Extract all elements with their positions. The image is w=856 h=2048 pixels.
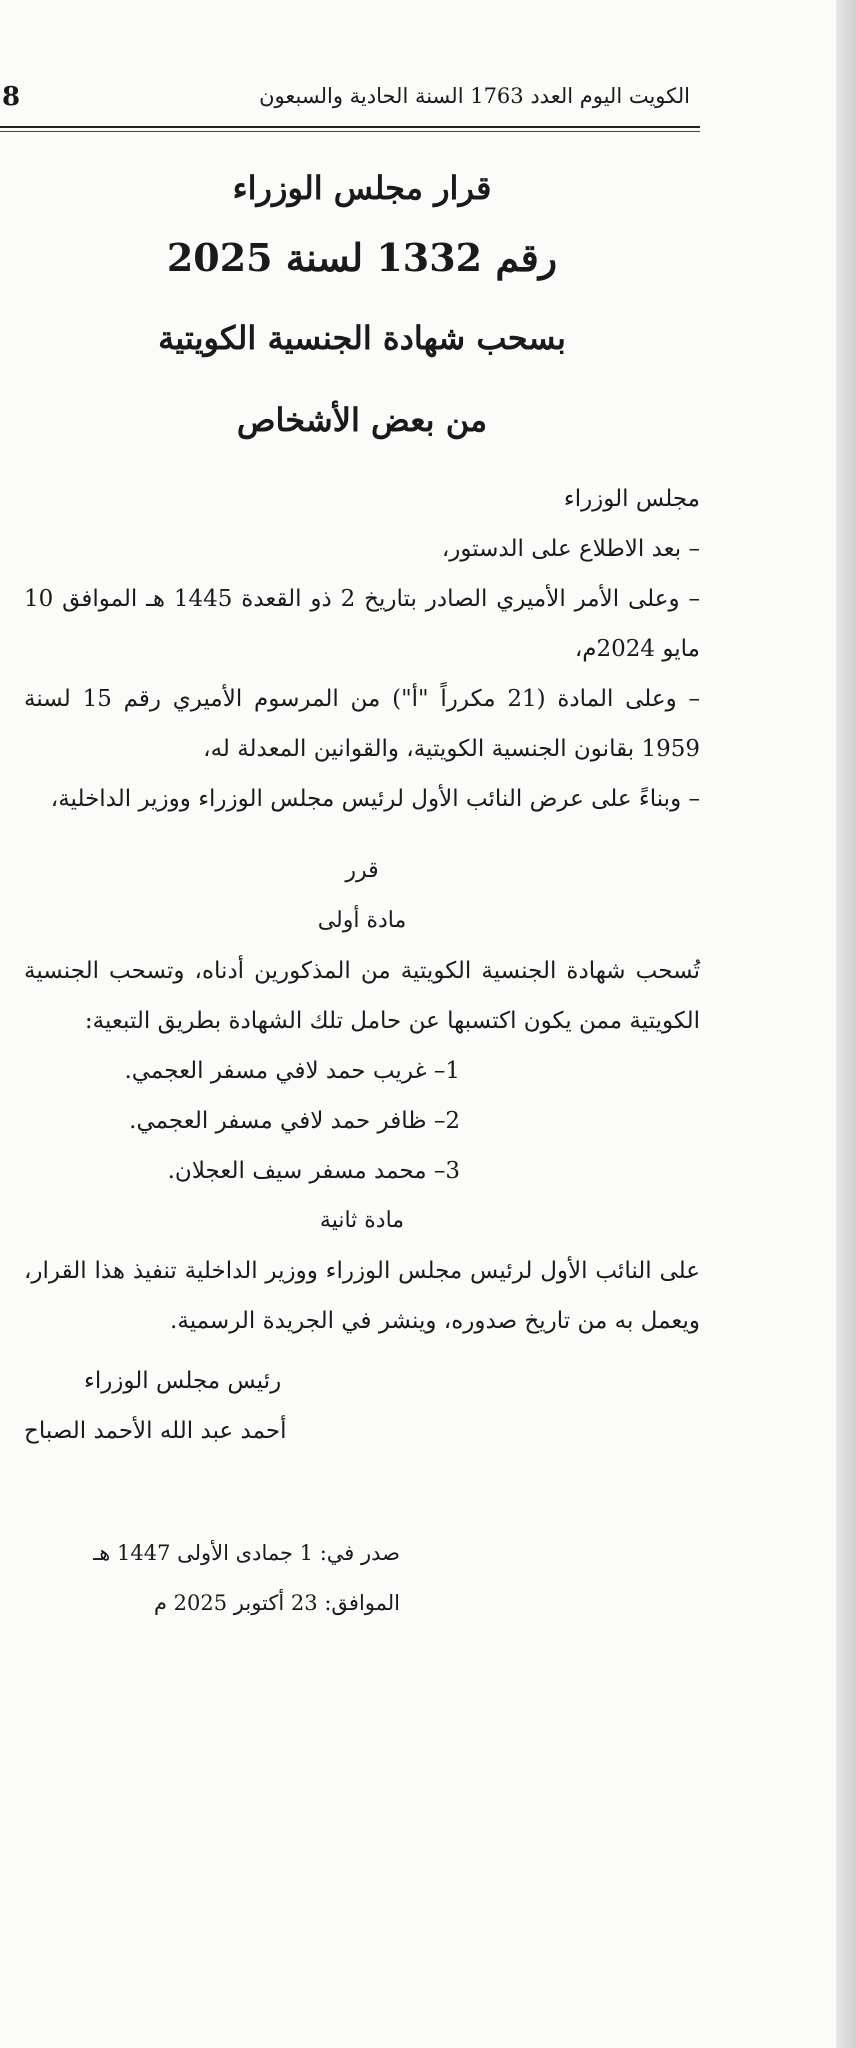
signatory-title: رئيس مجلس الوزراء [84,1368,282,1394]
list-item: 2– ظافر حمد لافي مسفر العجمي. [129,1108,460,1134]
decided-heading: قرر [345,858,379,883]
preamble-item: – بعد الاطلاع على الدستور، [441,536,700,562]
article-2-text: على النائب الأول لرئيس مجلس الوزراء ووزير الداخلية تنفيذ هذا القرار، ويعمل به من تاريخ صدوره، وينشر في الجريدة الرسمية. [24,1258,700,1334]
preamble-item: – وعلى المادة (21 مكرراً "أ") من المرسوم الأميري رقم 15 لسنة 1959 بقانون الجنسية الكويتية، والقوانين المعدلة له، [24,686,700,762]
article-1-heading: مادة أولى [317,908,407,933]
decree-subject: بسحب شهادة الجنسية الكويتية [158,319,566,357]
issue-date-hijri: صدر في: 1 جمادى الأولى 1447 هـ [93,1541,400,1565]
decree-title: قرار مجلس الوزراء [232,169,492,207]
page-edge-shadow [836,0,856,2048]
header-rule [0,126,700,128]
article-2-heading: مادة ثانية [319,1208,405,1233]
council-label: مجلس الوزراء [563,486,700,512]
list-item: 3– محمد مسفر سيف العجلان. [167,1158,460,1184]
article-1-text: تُسحب شهادة الجنسية الكويتية من المذكورين أدناه، وتسحب الجنسية الكويتية ممن يكون اكتسبها عن حامل تلك الشهادة بطريق التبعية: [24,958,700,1034]
preamble-item: – وعلى الأمر الأميري الصادر بتاريخ 2 ذو القعدة 1445 هـ الموافق 10 مايو 2024م، [24,586,700,662]
issue-date-gregorian: الموافق: 23 أكتوبر 2025 م [153,1591,400,1615]
running-head: الكويت اليوم العدد 1763 السنة الحادية والسبعون [259,84,690,108]
decree-subject-continued: من بعض الأشخاص [236,401,488,439]
page-header [0,78,700,118]
signatory-name: أحمد عبد الله الأحمد الصباح [24,1418,287,1444]
decree-number: رقم 1332 لسنة 2025 [166,235,558,280]
decree-body [24,160,700,1628]
issue-date-block [0,1528,400,1628]
names-list [24,1046,460,1196]
list-item: 1– غريب حمد لافي مسفر العجمي. [124,1058,460,1084]
page-number: 8 [2,82,21,112]
preamble-item: – وبناءً على عرض النائب الأول لرئيس مجلس الوزراء ووزير الداخلية، [50,786,700,812]
header-rule-thin [0,131,700,132]
